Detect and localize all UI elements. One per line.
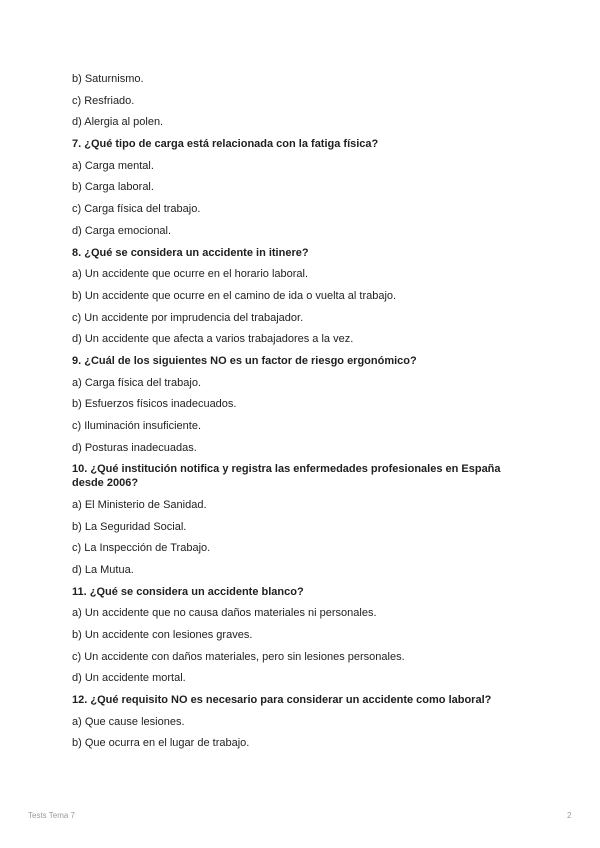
- option: d) La Mutua.: [72, 563, 134, 576]
- option: c) Iluminación insuficiente.: [72, 420, 202, 432]
- option: a) El Ministerio de Sanidad.: [72, 498, 207, 511]
- option: b) Saturnismo.: [72, 73, 144, 85]
- option: b) Un accidente que ocurre en el camino de ida o vuelta al trabajo.: [72, 289, 397, 302]
- option: c) Un accidente por imprudencia del trabajador.: [72, 311, 304, 324]
- question-7: 7. ¿Qué tipo de carga está relacionada con la fatiga física?: [72, 138, 379, 151]
- option: a) Que cause lesiones.: [72, 715, 185, 728]
- question-8: 8. ¿Qué se considera un accidente in itinere?: [72, 246, 309, 259]
- option: b) Esfuerzos físicos inadecuados.: [72, 398, 237, 411]
- option: b) Que ocurra en el lugar de trabajo.: [72, 737, 250, 750]
- footer-title: Tests Tema 7: [28, 811, 75, 820]
- option: c) La Inspección de Trabajo.: [72, 542, 211, 555]
- option: d) Carga emocional.: [72, 224, 172, 237]
- option: a) Carga física del trabajo.: [72, 376, 202, 389]
- option: d) Un accidente que afecta a varios trabajadores a la vez.: [72, 333, 354, 346]
- option: d) Posturas inadecuadas.: [72, 441, 197, 454]
- document-body: [72, 72, 532, 758]
- question-12: 12. ¿Qué requisito NO es necesario para considerar un accidente como laboral?: [72, 694, 492, 707]
- option: b) Carga laboral.: [72, 181, 154, 194]
- option: c) Resfriado.: [72, 94, 135, 107]
- option: a) Un accidente que no causa daños materiales ni personales.: [72, 607, 377, 620]
- question-10: 10. ¿Qué institución notifica y registra las enfermedades profesionales en España desde 2006?: [72, 463, 501, 490]
- option: b) La Seguridad Social.: [72, 520, 187, 533]
- option: b) Un accidente con lesiones graves.: [72, 629, 253, 641]
- option: c) Carga física del trabajo.: [72, 203, 201, 216]
- option: a) Carga mental.: [72, 159, 154, 172]
- option: a) Un accidente que ocurre en el horario laboral.: [72, 268, 309, 281]
- option: d) Alergia al polen.: [72, 116, 164, 129]
- question-11: 11. ¿Qué se considera un accidente blanco?: [72, 585, 304, 598]
- option: c) Un accidente con daños materiales, pero sin lesiones personales.: [72, 650, 405, 663]
- page-number: 2: [567, 811, 572, 820]
- option: d) Un accidente mortal.: [72, 672, 186, 685]
- question-9: 9. ¿Cuál de los siguientes NO es un factor de riesgo ergonómico?: [72, 354, 417, 367]
